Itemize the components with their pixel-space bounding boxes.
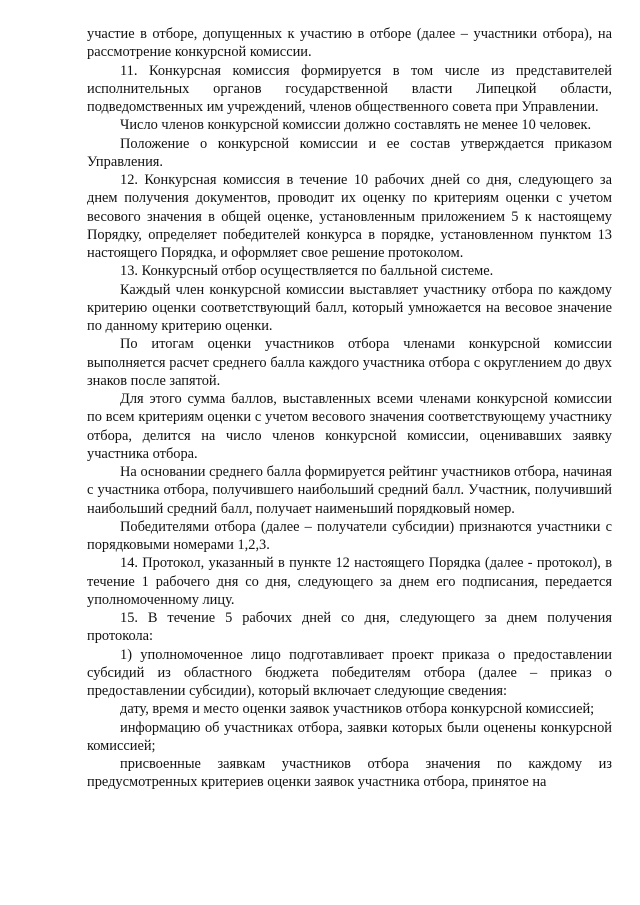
- paragraph-item-14: 14. Протокол, указанный в пункте 12 настоящего Порядка (далее - протокол), в течение 1 рабочего дня со дня, следующего за днем его подписания, передается уполномоченному лицу.: [87, 555, 612, 608]
- paragraph-item-11: 11. Конкурсная комиссия формируется в том числе из представителей исполнительных органов государственной власти Липецкой области, подведомственных им учреждений, членов общественного совета при Управлении.: [87, 62, 612, 115]
- paragraph-info-scores: присвоенные заявкам участников отбора значения по каждому из предусмотренных критериев оценки заявок участника отбора, принятое на: [87, 756, 612, 791]
- paragraph-subitem-1: 1) уполномоченное лицо подготавливает проект приказа о предоставлении субсидий из областного бюджета победителям отбора (далее – приказ о предоставлении субсидии), который включает следующие сведения:: [87, 646, 612, 699]
- paragraph-scoring: Каждый член конкурсной комиссии выставляет участнику отбора по каждому критерию оценки соответствующий балл, который умножается на весовое значение по данному критерию оценки.: [87, 281, 612, 334]
- paragraph-item-15: 15. В течение 5 рабочих дней со дня, следующего за днем получения протокола:: [87, 610, 612, 645]
- paragraph-score-calculation: Для этого сумма баллов, выставленных всеми членами конкурсной комиссии по всем критериям оценки с учетом весового значения соответствующему участнику отбора, делится на число членов конкурсной комиссии, оценивавших заявку участника отбора.: [87, 391, 612, 462]
- paragraph-info-date: дату, время и место оценки заявок участников отбора конкурсной комиссией;: [120, 701, 595, 718]
- paragraph-info-participants: информацию об участниках отбора, заявки которых были оценены конкурсной комиссией;: [87, 719, 612, 754]
- paragraph-commission-size: Число членов конкурсной комиссии должно составлять не менее 10 человек.: [120, 117, 592, 134]
- paragraph-item-13: 13. Конкурсный отбор осуществляется по балльной системе.: [120, 263, 494, 280]
- paragraph-commission-regulation: Положение о конкурсной комиссии и ее состав утверждается приказом Управления.: [87, 135, 612, 170]
- paragraph-item-12: 12. Конкурсная комиссия в течение 10 рабочих дней со дня, следующего за днем получения документов, проводит их оценку по критериям оценки с учетом весового значения в общей оценке, установленным приложением 5 к настоящему Порядку, определяет победителей конкурса в порядке, установленном пунктом 13 настоящего Порядка, и оформляет свое решение протоколом.: [87, 172, 612, 261]
- paragraph-average-score: По итогам оценки участников отбора членами конкурсной комиссии выполняется расчет среднего балла каждого участника отбора с округлением до двух знаков после запятой.: [87, 336, 612, 389]
- paragraph-continuation: участие в отборе, допущенных к участию в отборе (далее – участники отбора), на рассмотрение конкурсной комиссии.: [87, 26, 612, 61]
- paragraph-rating: На основании среднего балла формируется рейтинг участников отбора, начиная с участника отбора, получившего наибольший средний балл. Участник, получивший наибольший средний балл, получает наименьший порядковый номер.: [87, 464, 612, 517]
- paragraph-winners: Победителями отбора (далее – получатели субсидии) признаются участники с порядковыми номерами 1,2,3.: [87, 518, 612, 553]
